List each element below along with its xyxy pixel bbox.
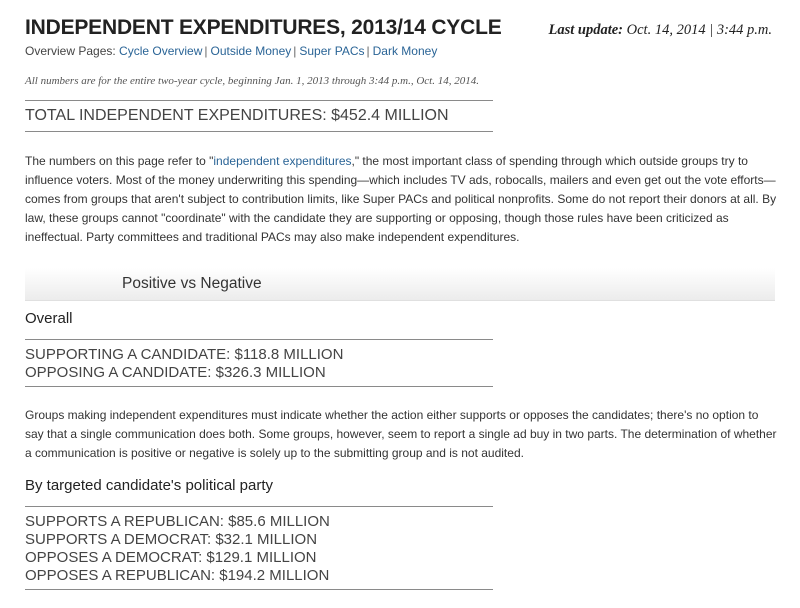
supporting-total: SUPPORTING A CANDIDATE: $118.8 MILLION xyxy=(25,346,344,363)
section-band-title: Positive vs Negative xyxy=(122,275,262,292)
page-title: INDEPENDENT EXPENDITURES, 2013/14 CYCLE xyxy=(25,16,502,39)
nav-prefix: Overview Pages: xyxy=(25,44,116,58)
cycle-note: All numbers are for the entire two-year cycle, beginning Jan. 1, 2013 through 3:44 p.m., Oct. 14, 2014. xyxy=(25,75,479,87)
nav-separator: | xyxy=(366,44,370,58)
last-update xyxy=(549,22,773,39)
explanation-paragraph: Groups making independent expenditures must indicate whether the action either supports or opposes the candidates; there's no option to say that a single communication does both. Some groups, however, seem to report a single ad buy in two parts. The determination of whether a communication is positive or negative is solely up to the submitting group and is not audited. xyxy=(25,408,777,460)
supports-republican: SUPPORTS A REPUBLICAN: $85.6 MILLION xyxy=(25,513,330,530)
by-party-heading: By targeted candidate's political party xyxy=(25,477,274,494)
opposes-democrat: OPPOSES A DEMOCRAT: $129.1 MILLION xyxy=(25,549,317,566)
opposes-republican: OPPOSES A REPUBLICAN: $194.2 MILLION xyxy=(25,567,330,584)
nav-link-super-pacs[interactable]: Super PACs xyxy=(299,44,365,58)
overview-nav xyxy=(25,44,437,58)
total-expenditures: TOTAL INDEPENDENT EXPENDITURES: $452.4 MILLION xyxy=(25,100,493,132)
intro-text-after: ," the most important class of spending through which outside groups try to influence voters. Most of the money underwriting this spending—which includes TV ads, robocalls, mailers and even get out the vote efforts—comes from groups that aren't subject to contribution limits, like Super PACs and political nonprofits. Some do not report their donors at all. By law, these groups cannot "coordinate" with the candidate they are supporting or opposing, though those rules have been criticized as ineffectual. Party committees and traditional PACs may also make independent expenditures. xyxy=(25,154,777,244)
nav-separator: | xyxy=(293,44,297,58)
by-party-stats xyxy=(25,506,493,590)
nav-separator: | xyxy=(204,44,208,58)
overall-stats xyxy=(25,339,493,387)
last-update-label: Last update: xyxy=(548,22,624,38)
nav-link-outside-money[interactable]: Outside Money xyxy=(210,44,292,58)
section-band xyxy=(25,268,775,301)
overall-heading: Overall xyxy=(25,310,73,327)
intro-paragraph xyxy=(25,152,780,247)
supports-democrat: SUPPORTS A DEMOCRAT: $32.1 MILLION xyxy=(25,531,318,548)
independent-expenditures-link[interactable]: independent expenditures xyxy=(213,154,352,168)
intro-text-before: The numbers on this page refer to " xyxy=(25,154,214,168)
opposing-total: OPPOSING A CANDIDATE: $326.3 MILLION xyxy=(25,364,326,381)
nav-link-cycle-overview[interactable]: Cycle Overview xyxy=(119,44,203,58)
last-update-value: Oct. 14, 2014 | 3:44 p.m. xyxy=(626,22,772,38)
nav-link-dark-money[interactable]: Dark Money xyxy=(372,44,438,58)
